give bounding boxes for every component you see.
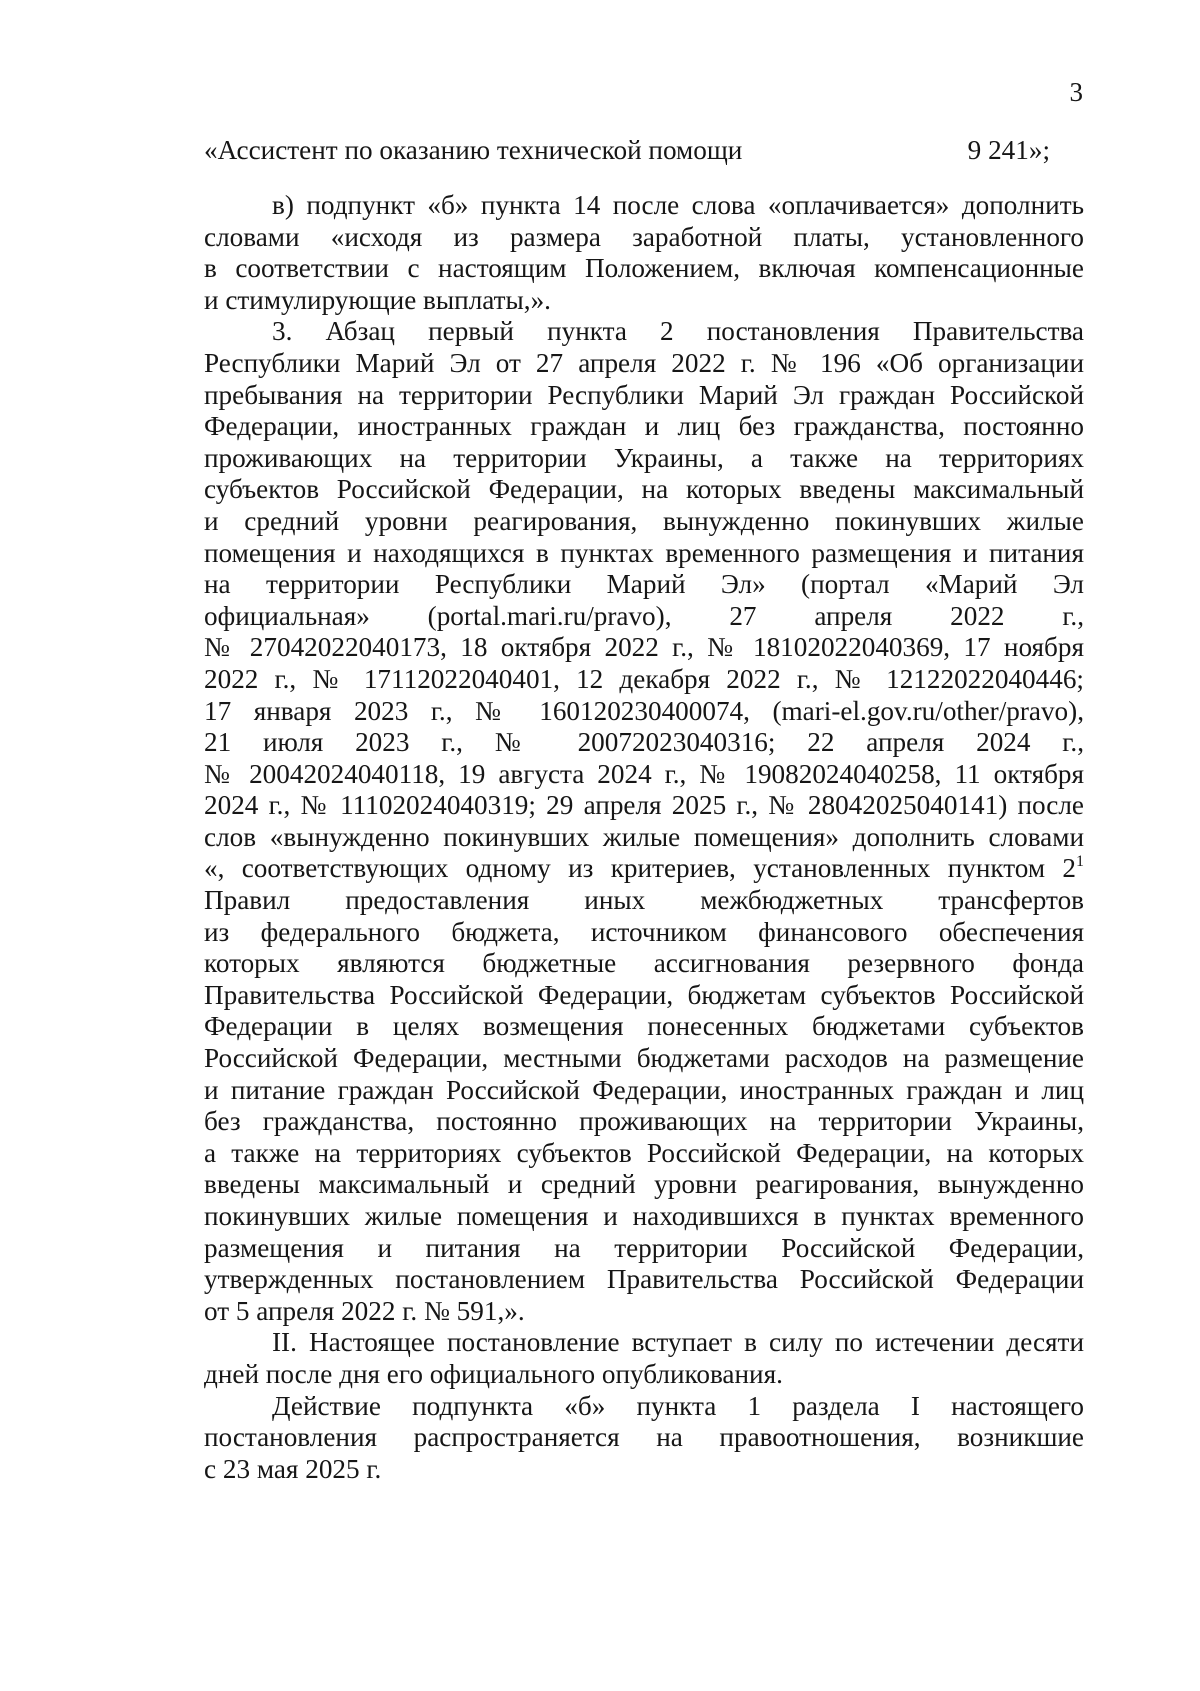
paragraph-line: № 27042022040173, 18 октября 2022 г., № 18102022040369, 17 ноября	[204, 632, 1084, 663]
paragraph-line: а также на территориях субъектов Российской Федерации, на которых	[204, 1137, 1084, 1168]
paragraph-line: Правил предоставления иных межбюджетных трансфертов	[204, 885, 1084, 916]
paragraph-line: субъектов Российской Федерации, на которых введены максимальный	[204, 474, 1084, 505]
position-name: «Ассистент по оказанию технической помощи	[204, 135, 743, 165]
paragraph-line: дней после дня его официального опубликования.	[204, 1358, 783, 1389]
paragraph-line: словами «исходя из размера заработной платы, установленного	[204, 221, 1084, 252]
paragraph-line-text: «, соответствующих одному из критериев, установленных пунктом 2	[204, 853, 1076, 884]
paragraph-line: официальная» (portal.mari.ru/pravo), 27 апреля 2022 г.,	[204, 600, 1084, 631]
paragraph-line: слов «вынужденно покинувших жилые помещения» дополнить словами	[204, 821, 1084, 852]
paragraph-line: Республики Марий Эл от 27 апреля 2022 г. № 196 «Об организации	[204, 347, 1084, 378]
paragraph-line: без гражданства, постоянно проживающих на территории Украины,	[204, 1106, 1084, 1137]
document-body	[204, 135, 1084, 1485]
paragraph-line: которых являются бюджетные ассигнования резервного фонда	[204, 948, 1084, 979]
superscript: 1	[1076, 853, 1084, 871]
paragraph-action	[204, 1391, 1084, 1486]
paragraph-line: 17 января 2023 г., № 160120230400074, (mari-el.gov.ru/other/pravo),	[204, 695, 1084, 726]
paragraph-line: и стимулирующие выплаты,».	[204, 284, 551, 315]
paragraph-line: Правительства Российской Федерации, бюджетам субъектов Российской	[204, 979, 1084, 1010]
paragraph-line: Действие подпункта «б» пункта 1 раздела I настоящего	[272, 1390, 1084, 1421]
paragraph-line: покинувших жилые помещения и находившихся в пунктах временного	[204, 1201, 1084, 1231]
paragraph-line: в соответствии с настоящим Положением, включая компенсационные	[204, 253, 1084, 284]
paragraph-line: и питание граждан Российской Федерации, иностранных граждан и лиц	[204, 1074, 1084, 1105]
paragraph-line: и средний уровни реагирования, вынужденно покинувших жилые	[204, 505, 1084, 536]
paragraph-line: проживающих на территории Украины, а также на территориях	[204, 442, 1084, 473]
paragraph-line: утвержденных постановлением Правительства Российской Федерации	[204, 1264, 1084, 1295]
paragraph-line: 3. Абзац первый пункта 2 постановления Правительства	[272, 316, 1084, 347]
paragraph-line-with-superscript	[204, 853, 1084, 885]
paragraph-line: размещения и питания на территории Российской Федерации,	[204, 1232, 1084, 1263]
paragraph-line: Федерации, иностранных граждан и лиц без гражданства, постоянно	[204, 411, 1084, 442]
paragraph-line: Федерации в целях возмещения понесенных бюджетами субъектов	[204, 1011, 1084, 1042]
paragraph-3	[204, 316, 1084, 1327]
page-number: 3	[1069, 77, 1083, 107]
paragraph-line: помещения и находящихся в пунктах временного размещения и питания	[204, 537, 1084, 568]
paragraph-line: из федерального бюджета, источником финансового обеспечения	[204, 916, 1084, 947]
paragraph-II	[204, 1327, 1084, 1390]
paragraph-line: введены максимальный и средний уровни реагирования, вынужденно	[204, 1169, 1084, 1200]
paragraph-line: пребывания на территории Республики Марий Эл граждан Российской	[204, 379, 1084, 410]
paragraph-line: в) подпункт «б» пункта 14 после слова «оплачивается» дополнить	[272, 190, 1084, 220]
paragraph-line: № 20042024040118, 19 августа 2024 г., № 19082024040258, 11 октября	[204, 758, 1084, 789]
paragraph-line: 21 июля 2023 г., № 20072023040316; 22 апреля 2024 г.,	[204, 727, 1084, 758]
position-salary: 9 241»;	[967, 135, 1050, 165]
paragraph-line: 2024 г., № 11102024040319; 29 апреля 2025 г., № 28042025040141) после	[204, 790, 1084, 821]
paragraph-line: 2022 г., № 17112022040401, 12 декабря 2022 г., № 12122022040446;	[204, 663, 1084, 694]
paragraph-line: II. Настоящее постановление вступает в силу по истечении десяти	[272, 1327, 1084, 1358]
table-row-assistant	[204, 135, 1084, 167]
paragraph-line: постановления распространяется на правоотношения, возникшие	[204, 1422, 1084, 1453]
paragraph-line: на территории Республики Марий Эл» (портал «Марий Эл	[204, 569, 1084, 600]
paragraph-line: от 5 апреля 2022 г. № 591,».	[204, 1295, 525, 1326]
paragraph-v	[204, 190, 1084, 316]
paragraph-line: с 23 мая 2025 г.	[204, 1453, 382, 1484]
paragraph-line: Российской Федерации, местными бюджетами расходов на размещение	[204, 1043, 1084, 1074]
